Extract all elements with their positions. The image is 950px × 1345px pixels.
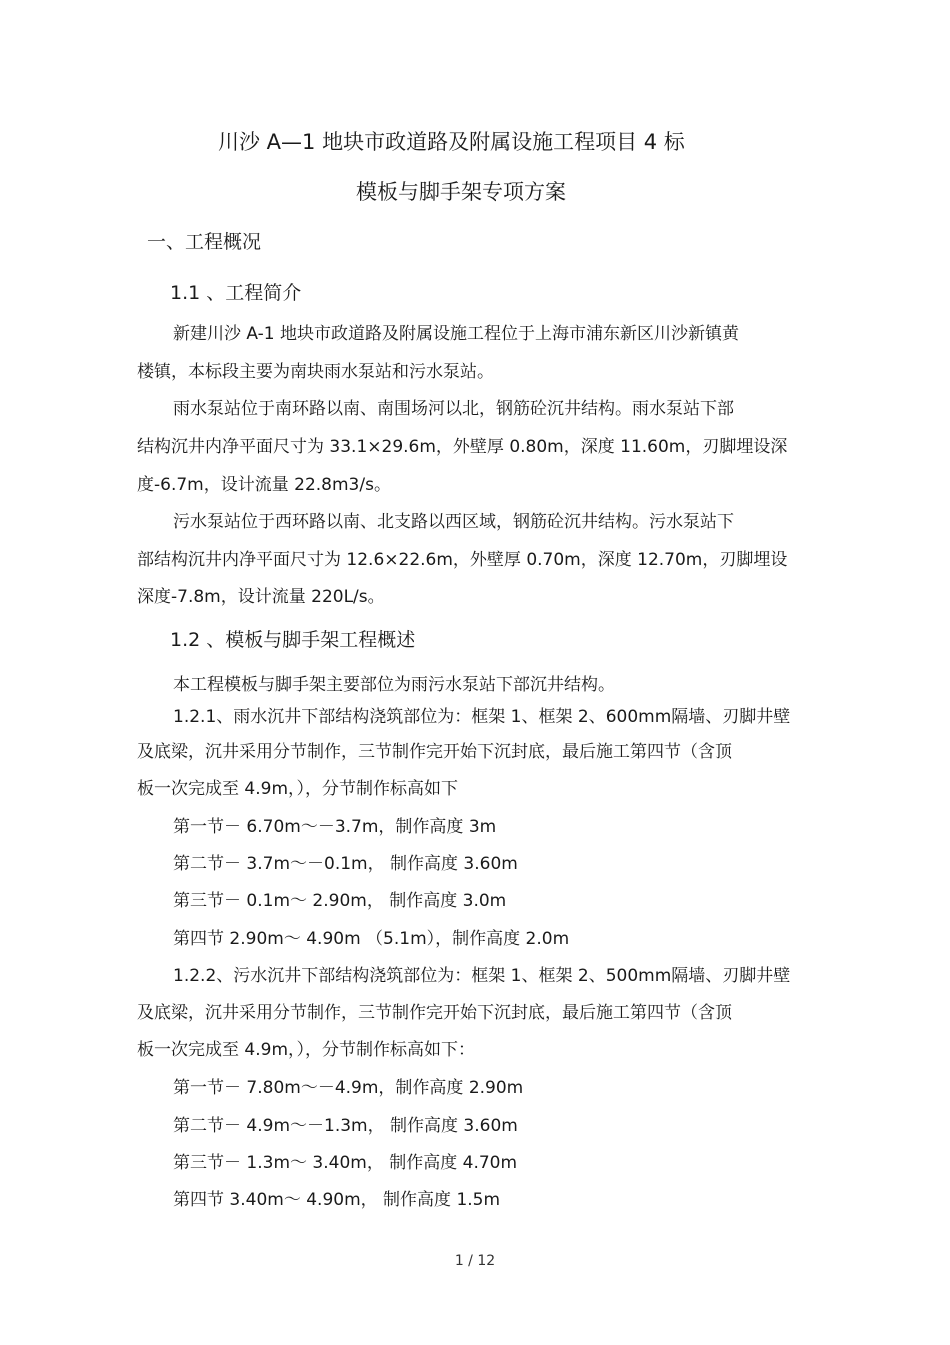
list-item: 第四节 3.40m～ 4.90m， 制作高度 1.5m [173,1190,501,1210]
paragraph-line: 部结构沉井内净平面尺寸为 12.6×22.6m，外壁厚 0.70m，深度 12.70m，刃脚埋设 [137,550,788,570]
document-title: 川沙 A—1 地块市政道路及附属设施工程项目 4 标 [218,130,685,154]
paragraph-line: 污水泵站位于西环路以南、北支路以西区域，钢筋砼沉井结构。污水泵站下 [173,512,734,532]
document-subtitle: 模板与脚手架专项方案 [356,180,566,204]
subsection-heading: 1.1 、工程简介 [170,282,302,304]
paragraph-line: 板一次完成至 4.9m，），分节制作标高如下 [137,779,458,799]
paragraph-line: 及底梁，沉井采用分节制作，三节制作完开始下沉封底，最后施工第四节（含顶 [137,742,732,762]
paragraph-line: 楼镇，本标段主要为南块雨水泵站和污水泵站。 [137,362,494,382]
list-item: 第三节－ 1.3m～ 3.40m， 制作高度 4.70m [173,1153,518,1173]
list-item: 第二节－ 4.9m～－1.3m， 制作高度 3.60m [173,1116,518,1136]
page-number: 1 / 12 [454,1253,496,1269]
paragraph-line: 新建川沙 A-1 地块市政道路及附属设施工程位于上海市浦东新区川沙新镇黄 [173,324,740,344]
paragraph-line: 度-6.7m，设计流量 22.8m3/s。 [137,475,391,495]
paragraph-line: 本工程模板与脚手架主要部位为雨污水泵站下部沉井结构。 [173,675,615,695]
paragraph-line: 1.2.1、雨水沉井下部结构浇筑部位为：框架 1、框架 2、600mm隔墙、刃脚井壁 [173,707,791,727]
list-item: 第一节－ 6.70m～－3.7m，制作高度 3m [173,817,497,837]
list-item: 第一节－ 7.80m～－4.9m，制作高度 2.90m [173,1078,524,1098]
list-item: 第四节 2.90m～ 4.90m （5.1m），制作高度 2.0m [173,929,570,949]
paragraph-line: 深度-7.8m，设计流量 220L/s。 [137,587,385,607]
section-heading: 一、工程概况 [147,231,262,253]
list-item: 第二节－ 3.7m～－0.1m， 制作高度 3.60m [173,854,518,874]
paragraph-line: 雨水泵站位于南环路以南、南围场河以北，钢筋砼沉井结构。雨水泵站下部 [173,399,734,419]
subsection-heading: 1.2 、模板与脚手架工程概述 [170,629,416,651]
paragraph-line: 1.2.2、污水沉井下部结构浇筑部位为：框架 1、框架 2、500mm隔墙、刃脚井壁 [173,966,791,986]
list-item: 第三节－ 0.1m～ 2.90m， 制作高度 3.0m [173,891,507,911]
paragraph-line: 及底梁，沉井采用分节制作，三节制作完开始下沉封底，最后施工第四节（含顶 [137,1003,732,1023]
paragraph-line: 板一次完成至 4.9m，），分节制作标高如下： [137,1040,475,1060]
paragraph-line: 结构沉井内净平面尺寸为 33.1×29.6m，外壁厚 0.80m，深度 11.60m，刃脚埋设深 [137,437,788,457]
